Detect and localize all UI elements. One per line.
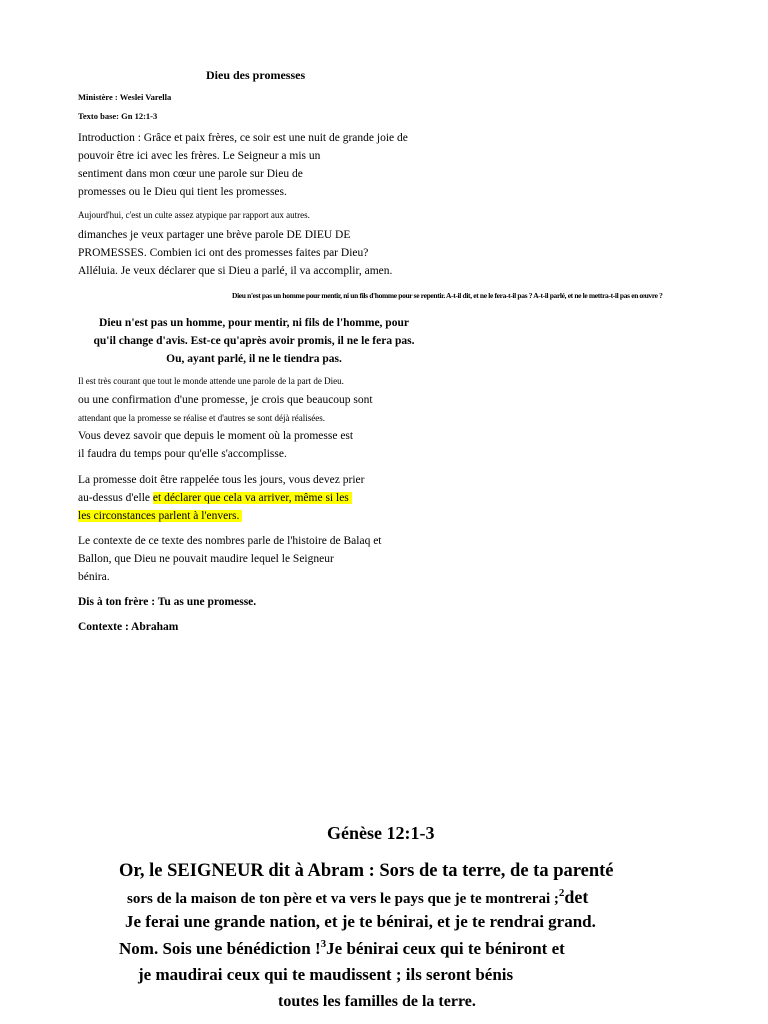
highlighted-line bbox=[78, 490, 352, 508]
base-text-line: Texto base: Gn 12:1-3 bbox=[78, 111, 158, 121]
verse-number: 3 bbox=[320, 938, 327, 950]
text-line: dimanches je veux partager une brève parole DE DIEU DE bbox=[78, 229, 351, 241]
highlighted-text: et déclarer que cela va arriver, même si les bbox=[153, 492, 352, 504]
text-line: Ballon, que Dieu ne pouvait maudire lequel le Seigneur bbox=[78, 553, 334, 565]
small-text-line: Aujourd'hui, c'est un culte assez atypique par rapport aux autres. bbox=[78, 210, 310, 220]
small-text-line: Il est très courant que tout le monde attende une parole de la part de Dieu. bbox=[78, 376, 344, 386]
scripture-title: Génèse 12:1-3 bbox=[327, 823, 435, 843]
small-text-line: attendant que la promesse se réalise et d'autres se sont déjà réalisées. bbox=[78, 413, 326, 423]
bold-quote bbox=[78, 314, 430, 368]
text-line: PROMESSES. Combien ici ont des promesses faites par Dieu? bbox=[78, 247, 369, 259]
scripture-text: det bbox=[564, 887, 589, 907]
text-line: La promesse doit être rappelée tous les jours, vous devez prier bbox=[78, 474, 365, 486]
ministry-line: Ministère : Weslei Varella bbox=[78, 92, 172, 102]
context-abraham-line: Contexte : Abraham bbox=[78, 621, 179, 633]
text-line: qu'il change d'avis. Est-ce qu'après avoir promis, il ne le fera pas. bbox=[93, 335, 415, 347]
text-line: bénira. bbox=[78, 571, 110, 583]
scripture-text: Nom. Sois une bénédiction ! bbox=[119, 939, 321, 958]
scripture-text: sors de la maison de ton père et va vers le pays que je te montrerai ; bbox=[127, 891, 559, 907]
text-line: Dieu n'est pas un homme, pour mentir, ni fils de l'homme, pour bbox=[99, 317, 409, 329]
right-quote: Dieu n'est pas un homme pour mentir, ni un fils d'homme pour se repentir. A-t-il dit, et ne le fera-t-il pas ? A-t-il parlé, et ne le mettra-t-il pas en œuvre ? bbox=[232, 291, 663, 300]
text-line: Introduction : Grâce et paix frères, ce soir est une nuit de grande joie de bbox=[78, 132, 408, 144]
verse-number: 2 bbox=[558, 887, 565, 899]
text-line: Alléluia. Je veux déclarer que si Dieu a parlé, il va accomplir, amen. bbox=[78, 265, 393, 277]
scripture-line: Je ferai une grande nation, et je te bénirai, et je te rendrai grand. bbox=[125, 912, 596, 931]
scripture-line: je maudirai ceux qui te maudissent ; ils seront bénis bbox=[138, 965, 514, 984]
text-line: il faudra du temps pour qu'elle s'accomplisse. bbox=[78, 448, 287, 460]
scripture-line: Or, le SEIGNEUR dit à Abram : Sors de ta terre, de ta parenté bbox=[119, 861, 614, 881]
text-line: Le contexte de ce texte des nombres parle de l'histoire de Balaq et bbox=[78, 535, 382, 547]
text-line: Vous devez savoir que depuis le moment où la promesse est bbox=[78, 430, 354, 442]
text-segment: au-dessus d'elle bbox=[78, 492, 153, 504]
text-line: ou une confirmation d'une promesse, je crois que beaucoup sont bbox=[78, 394, 373, 406]
scripture-text: Je bénirai ceux qui te béniront et bbox=[326, 939, 565, 958]
text-line: pouvoir être ici avec les frères. Le Seigneur a mis un bbox=[78, 150, 321, 162]
text-line: Ou, ayant parlé, il ne le tiendra pas. bbox=[166, 353, 342, 365]
text-line: promesses ou le Dieu qui tient les promesses. bbox=[78, 186, 287, 198]
highlighted-text: les circonstances parlent à l'envers. bbox=[78, 510, 242, 522]
text-line: sentiment dans mon cœur une parole sur Dieu de bbox=[78, 168, 303, 180]
scripture-line bbox=[119, 936, 565, 962]
scripture-line bbox=[127, 884, 588, 912]
document-title: Dieu des promesses bbox=[206, 68, 306, 82]
scripture-line: toutes les familles de la terre. bbox=[278, 993, 476, 1010]
say-brother-line: Dis à ton frère : Tu as une promesse. bbox=[78, 596, 257, 608]
highlighted-line bbox=[78, 508, 242, 526]
